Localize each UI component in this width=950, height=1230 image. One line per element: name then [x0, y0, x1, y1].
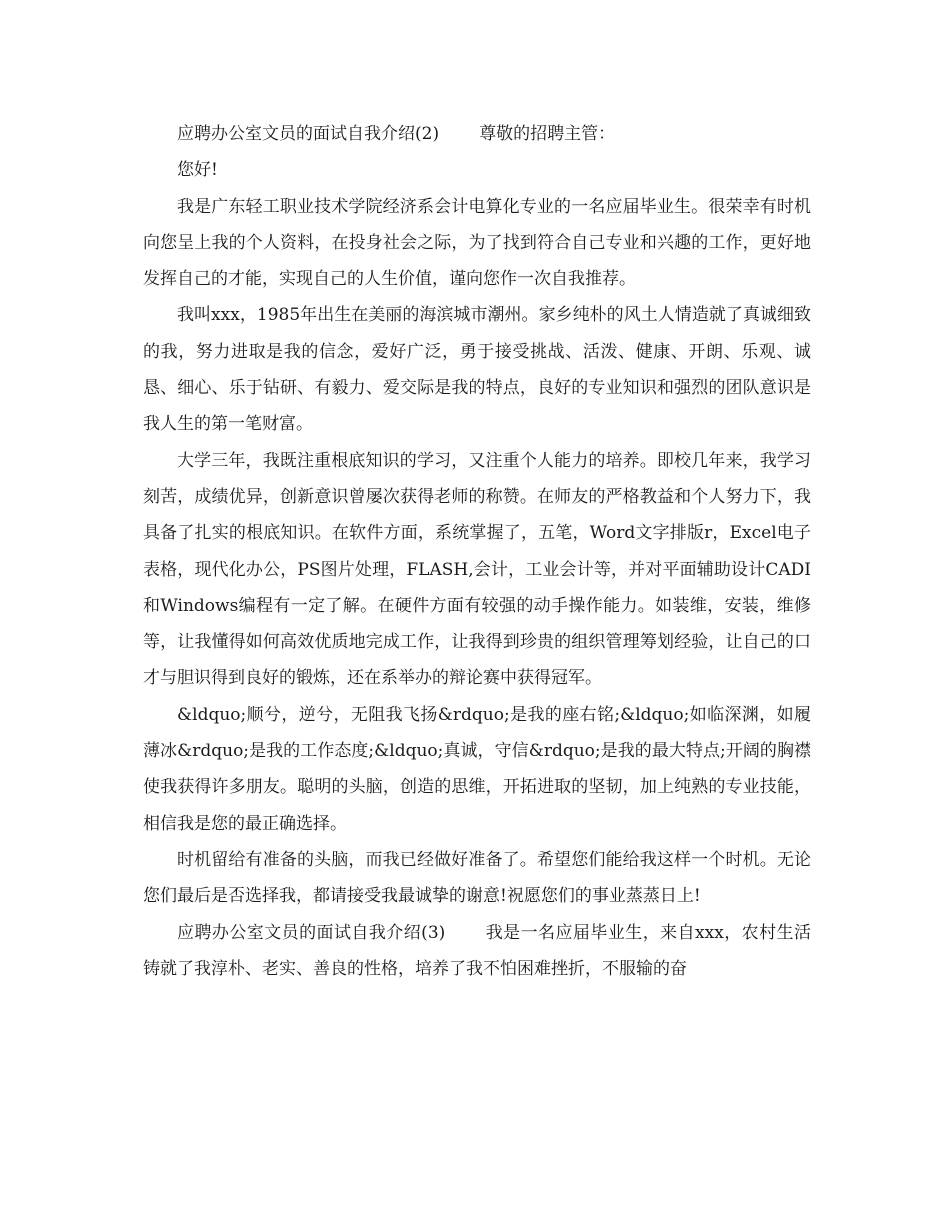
paragraph-section-heading-3 — [143, 915, 811, 988]
paragraph-motto — [143, 697, 811, 842]
paragraph-personal-background — [143, 297, 811, 442]
paragraph-greeting — [143, 152, 811, 188]
section-heading: 应聘办公室文员的面试自我介绍(3) — [177, 922, 446, 943]
paragraph-text: 我叫xxx，1985年出生在美丽的海滨城市潮州。家乡纯朴的风土人情造就了真诚细致的我，努力进取是我的信念，爱好广泛，勇于接受挑战、活泼、健康、开朗、乐观、诚恳、细心、乐于钻研、有毅力、爱交际是我的特点，良好的专业知识和强烈的团队意识是我人生的第一笔财富。 — [143, 305, 811, 435]
document-body — [143, 116, 811, 987]
paragraph-text: 我是广东轻工职业技术学院经济系会计电算化专业的一名应届毕业生。很荣幸有时机向您呈上我的个人资料，在投身社会之际，为了找到符合自己专业和兴趣的工作，更好地发挥自己的才能，实现自己的人生价值，谨向您作一次自我推荐。 — [143, 196, 811, 290]
paragraph-introduction — [143, 189, 811, 298]
paragraph-text: &ldquo;顺兮，逆兮，无阻我飞扬&rdquo;是我的座右铭;&ldquo;如临深渊，如履薄冰&rdquo;是我的工作态度;&ldquo;真诚，守信&rdquo;是我的最大特点;开阔的胸襟使我获得许多朋友。聪明的头脑，创造的思维，开拓进取的坚韧，加上纯熟的专业技能，相信我是您的最正确选择。 — [143, 704, 811, 834]
paragraph-text: 大学三年，我既注重根底知识的学习，又注重个人能力的培养。即校几年来，我学习刻苦，成绩优异，创新意识曾屡次获得老师的称赞。在师友的严格教益和个人努力下，我具备了扎实的根底知识。在软件方面，系统掌握了，五笔，Word文字排版r，Excel电子表格，现代化办公，PS图片处理，FLASH,会计，工业会计等，并对平面辅助设计CADI和Windows编程有一定了解。在硬件方面有较强的动手操作能力。如装维，安装，维修等，让我懂得如何高效优质地完成工作，让我得到珍贵的组织管理筹划经验，让自己的口才与胆识得到良好的锻炼，还在系举办的辩论赛中获得冠军。 — [143, 450, 811, 689]
paragraph-section-heading-2 — [143, 116, 811, 152]
paragraph-education-skills — [143, 443, 811, 697]
paragraph-text: 时机留给有准备的头脑，而我已经做好准备了。希望您们能给我这样一个时机。无论您们最后是否选择我，都请接受我最诚挚的谢意!祝愿您们的事业蒸蒸日上! — [143, 849, 811, 907]
paragraph-text: 我是一名应届毕业生，来自xxx，农村生活铸就了我淳朴、老实、善良的性格，培养了我不怕困难挫折，不服输的奋 — [143, 922, 811, 979]
section-heading: 应聘办公室文员的面试自我介绍(2) — [177, 124, 440, 144]
paragraph-closing — [143, 842, 811, 915]
greeting-text: 您好! — [177, 160, 218, 181]
salutation: 尊敬的招聘主管： — [479, 124, 616, 144]
